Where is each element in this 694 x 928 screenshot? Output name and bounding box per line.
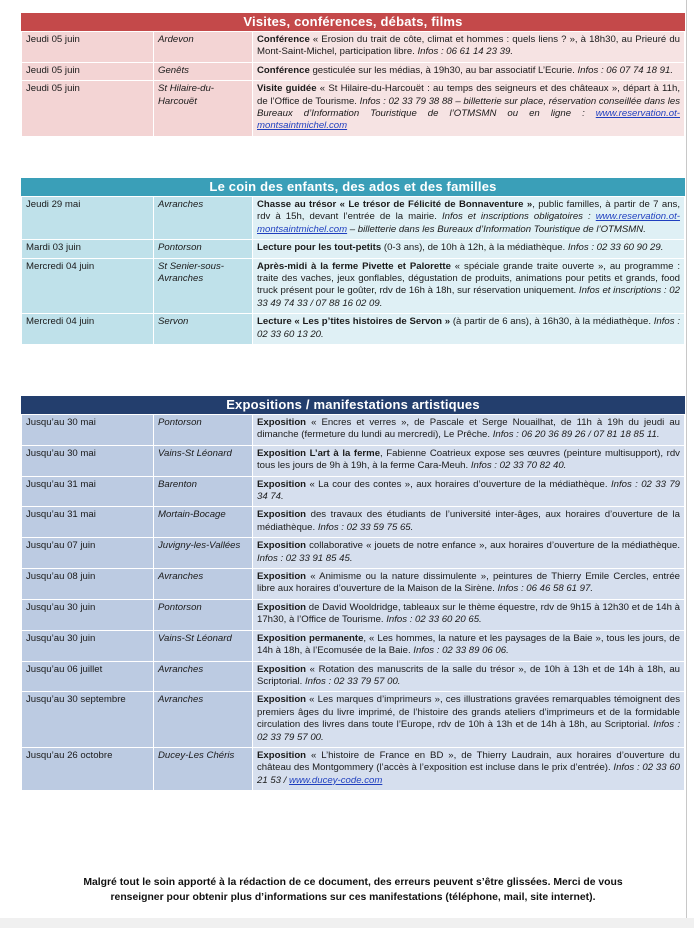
event-place: Avranches — [154, 197, 253, 240]
event-date: Jeudi 05 juin — [22, 62, 154, 80]
event-place: Mortain-Bocage — [154, 507, 253, 538]
event-description — [253, 569, 685, 600]
event-row — [22, 415, 685, 446]
event-type: Exposition — [257, 417, 307, 428]
event-link[interactable]: www.ducey-code.com — [289, 774, 383, 786]
disclaimer — [21, 876, 685, 905]
event-row — [22, 692, 685, 748]
section-expositions — [21, 396, 685, 791]
event-text: « Rotation des manuscrits de la salle du trésor », de 10h à 13h et de 14h à 18h, au Scriptorial. — [257, 663, 680, 687]
event-description — [253, 240, 685, 258]
event-type: Exposition — [257, 663, 307, 675]
event-date: Jeudi 05 juin — [22, 32, 154, 63]
event-place: Ardevon — [154, 32, 253, 63]
event-text: (à partir de 6 ans), à 16h30, à la médiathèque. — [450, 316, 654, 328]
event-row — [22, 661, 685, 692]
event-description — [253, 415, 685, 446]
event-date: Mercredi 04 juin — [22, 258, 154, 314]
disclaimer-line: renseigner pour obtenir plus d’informations sur ces manifestations (téléphone, mail, site internet). — [110, 891, 596, 903]
event-date: Jusqu’au 30 juin — [22, 599, 154, 630]
event-place: Avranches — [154, 569, 253, 600]
event-description — [253, 747, 685, 790]
event-description — [253, 197, 685, 240]
event-place: Pontorson — [154, 599, 253, 630]
event-date: Jusqu’au 07 juin — [22, 538, 154, 569]
event-description — [253, 507, 685, 538]
event-place: Vains-St Léonard — [154, 630, 253, 661]
event-text: (0-3 ans), de 10h à 12h, à la médiathèque. — [381, 242, 568, 254]
event-text: , « Les hommes, la nature et les paysages de la Baie », tous les jours, de 14h à 18h, à l’Ecomusée de la Baie. — [257, 632, 680, 657]
event-info: Infos : 02 33 60 13 20. — [257, 316, 680, 340]
event-date: Jusqu’au 06 juillet — [22, 661, 154, 692]
event-link[interactable]: www.reservation.ot-montsaintmichel.com — [257, 108, 680, 132]
event-date: Jusqu’au 30 septembre — [22, 692, 154, 748]
event-description — [253, 599, 685, 630]
event-date: Mercredi 04 juin — [22, 314, 154, 345]
events-table — [21, 31, 685, 137]
event-row — [22, 258, 685, 314]
event-type: Conférence — [257, 64, 310, 76]
event-info: Infos : 02 33 59 75 65. — [317, 521, 414, 533]
event-row — [22, 747, 685, 790]
event-type: Exposition — [257, 749, 307, 761]
event-info: Infos : 02 33 91 85 45. — [257, 552, 353, 564]
event-date: Jusqu’au 08 juin — [22, 569, 154, 600]
event-text: « St Hilaire-du-Harcouët : au temps des seigneurs et des châteaux », départ à 11h, de l’Office de Tourisme. — [257, 83, 680, 107]
section-title: Expositions / manifestations artistiques — [21, 396, 685, 414]
event-text: « Animisme ou la nature dissimulente », peintures de Thierry Emile Cercles, entrée libre aux horaires d’ouverture de la Maison de la Sirène. — [257, 571, 680, 595]
event-place: St Senier-sous-Avranches — [154, 258, 253, 314]
event-row — [22, 538, 685, 569]
event-info: – billetterie dans les Bureaux d’Information Touristique de l’OTMSMN. — [347, 223, 646, 235]
event-info: Infos : 06 07 74 18 91. — [577, 64, 673, 76]
event-date: Jusqu’au 30 mai — [22, 445, 154, 476]
event-row — [22, 197, 685, 240]
event-info: Infos et inscriptions : 02 33 49 74 33 / 07 88 16 02 09. — [257, 285, 680, 309]
event-text: « L’histoire de France en BD », de Thierry Laudrain, aux horaires d’ouverture du château des Montgommery (l’accès à l’exposition est incluse dans le prix d’entrée). — [257, 749, 680, 774]
event-info: Infos : 06 61 14 23 39. — [417, 46, 513, 58]
event-info: Infos : 02 33 79 57 00. — [257, 719, 680, 743]
event-link[interactable]: www.reservation.ot-montsaintmichel.com — [257, 211, 680, 235]
event-info: Infos : 02 33 79 57 00. — [304, 675, 401, 687]
event-place: Ducey-Les Chéris — [154, 747, 253, 790]
event-date: Jusqu’au 31 mai — [22, 507, 154, 538]
event-text: des travaux des étudiants de l’université inter-âges, aux horaires d’ouverture de la médiathèque. — [257, 509, 680, 533]
event-row — [22, 507, 685, 538]
event-row — [22, 445, 685, 476]
event-text: , Fabienne Coatrieux expose ses œuvres (peinture multisupport), rdv tous les jours de 9h à 19h, à la ferme Cara-Meuh. — [257, 447, 680, 472]
event-row — [22, 62, 685, 80]
event-date: Jeudi 29 mai — [22, 197, 154, 240]
event-place: Avranches — [154, 692, 253, 748]
event-date: Jusqu’au 31 mai — [22, 476, 154, 507]
event-type: Exposition — [257, 694, 307, 706]
event-date: Jeudi 05 juin — [22, 81, 154, 137]
event-description — [253, 538, 685, 569]
page-bottom-strip — [0, 918, 694, 928]
event-type: Lecture « Les p’tites histoires de Servon » — [257, 316, 451, 328]
event-place: Barenton — [154, 476, 253, 507]
event-text: « Erosion du trait de côte, climat et hommes : quels liens ? », à 18h30, au Prieuré du Mont-Saint-Michel, participation libre. — [257, 34, 680, 58]
event-info: Infos et inscriptions obligatoires : — [441, 211, 596, 223]
event-type: Visite guidée — [257, 83, 317, 95]
event-info: Infos : 06 20 36 89 26 / 07 81 18 85 11. — [492, 429, 660, 441]
event-description — [253, 32, 685, 63]
event-type: Exposition — [257, 571, 307, 583]
event-row — [22, 32, 685, 63]
event-text: de David Wooldridge, tableaux sur le thème équestre, rdv de 9h15 à 12h30 et de 14h à 17h30, à l’Office de Tourisme. — [257, 601, 680, 626]
event-place: Genêts — [154, 62, 253, 80]
event-type: Exposition — [257, 601, 307, 613]
event-info: Infos : 02 33 89 06 06. — [413, 645, 509, 657]
event-place: Avranches — [154, 661, 253, 692]
page-edge — [686, 0, 687, 928]
event-date: Jusqu’au 26 octobre — [22, 747, 154, 790]
event-type: Exposition — [257, 540, 307, 552]
event-text: « spéciale grande traite ouverte », au programme : traite des vaches, jeux gonflables, dégustation de produits, animations pour petits et grands, food truck présent pour le goûter, rdv de 16h à 18h, sur réservation uniquement. — [257, 260, 680, 297]
event-description — [253, 314, 685, 345]
event-description — [253, 445, 685, 476]
section-title: Visites, conférences, débats, films — [21, 13, 685, 31]
event-row — [22, 569, 685, 600]
event-row — [22, 81, 685, 137]
event-place: Vains-St Léonard — [154, 445, 253, 476]
events-table — [21, 196, 685, 345]
event-type: Chasse au trésor « Le trésor de Félicité de Bonnaventure » — [257, 199, 533, 210]
event-description — [253, 81, 685, 137]
disclaimer-line: Malgré tout le soin apporté à la rédaction de ce document, des erreurs peuvent s’être glissées. Merci de vous — [83, 877, 623, 888]
event-description — [253, 258, 685, 314]
event-text: collaborative « jouets de notre enfance », aux horaires d’ouverture de la médiathèque. — [306, 540, 680, 552]
event-info: Infos : 02 33 60 21 53 / — [257, 762, 680, 786]
event-place: St Hilaire-du-Harcouët — [154, 81, 253, 137]
event-info: Infos : 02 33 79 38 88 – billetterie sur place, réservation conseillée dans les Bureaux d’Information Touristique de l’OTMSMN ou en ligne : — [257, 95, 680, 120]
event-place: Servon — [154, 314, 253, 345]
event-description — [253, 476, 685, 507]
event-date: Jusqu’au 30 juin — [22, 630, 154, 661]
event-row — [22, 314, 685, 345]
event-text: , public familles, à partir de 7 ans, rdv à 15h, devant l’entrée de la mairie. — [257, 199, 680, 223]
event-row — [22, 599, 685, 630]
event-info: Infos : 02 33 79 34 74. — [257, 478, 680, 503]
event-type: Exposition — [257, 478, 307, 490]
event-info: Infos : 06 46 58 61 97. — [497, 583, 593, 595]
event-type: Conférence — [257, 34, 310, 45]
event-text: « La cour des contes », aux horaires d’ouverture de la médiathèque. — [306, 478, 611, 490]
event-row — [22, 476, 685, 507]
event-description — [253, 661, 685, 692]
event-text: « Encres et verres », de Pascale et Serge Nouailhat, de 11h à 19h du jeudi au dimanche (fermeture du lundi au mercredi), Le Prêche. — [257, 417, 680, 441]
event-type: Après-midi à la ferme Pivette et Palorette — [257, 260, 451, 272]
event-date: Jusqu’au 30 mai — [22, 415, 154, 446]
event-text: gesticulée sur les médias, à 19h30, au bar associatif L’Ecurie. — [309, 64, 578, 76]
event-info: Infos : 02 33 70 82 40. — [470, 460, 567, 472]
event-info: Infos : 02 33 60 90 29. — [567, 242, 664, 254]
event-place: Pontorson — [154, 240, 253, 258]
event-date: Mardi 03 juin — [22, 240, 154, 258]
event-info: Infos : 02 33 60 20 65. — [386, 614, 482, 626]
event-place: Pontorson — [154, 415, 253, 446]
events-table — [21, 414, 685, 791]
event-description — [253, 62, 685, 80]
event-type: Exposition — [257, 509, 307, 521]
section-enfants — [21, 178, 685, 345]
event-description — [253, 630, 685, 661]
event-type: Exposition permanente — [257, 632, 364, 644]
event-type: Lecture pour les tout-petits — [257, 242, 382, 254]
event-row — [22, 630, 685, 661]
event-place: Juvigny-les-Vallées — [154, 538, 253, 569]
section-title: Le coin des enfants, des ados et des familles — [21, 178, 685, 196]
event-type: Exposition L’art à la ferme — [257, 447, 381, 459]
event-row — [22, 240, 685, 258]
section-visites — [21, 13, 685, 137]
event-text: « Les marques d’imprimeurs », ces illustrations gravées remarquables témoignent des premiers âges du livre imprimé, de l’histoire des grands ateliers d’imprimeurs et de la formidable circulation des livres dans toute l’Europe, rdv de 10h à 13h et de 14h à 18h, au Scriptorial. — [257, 694, 680, 731]
event-description — [253, 692, 685, 748]
